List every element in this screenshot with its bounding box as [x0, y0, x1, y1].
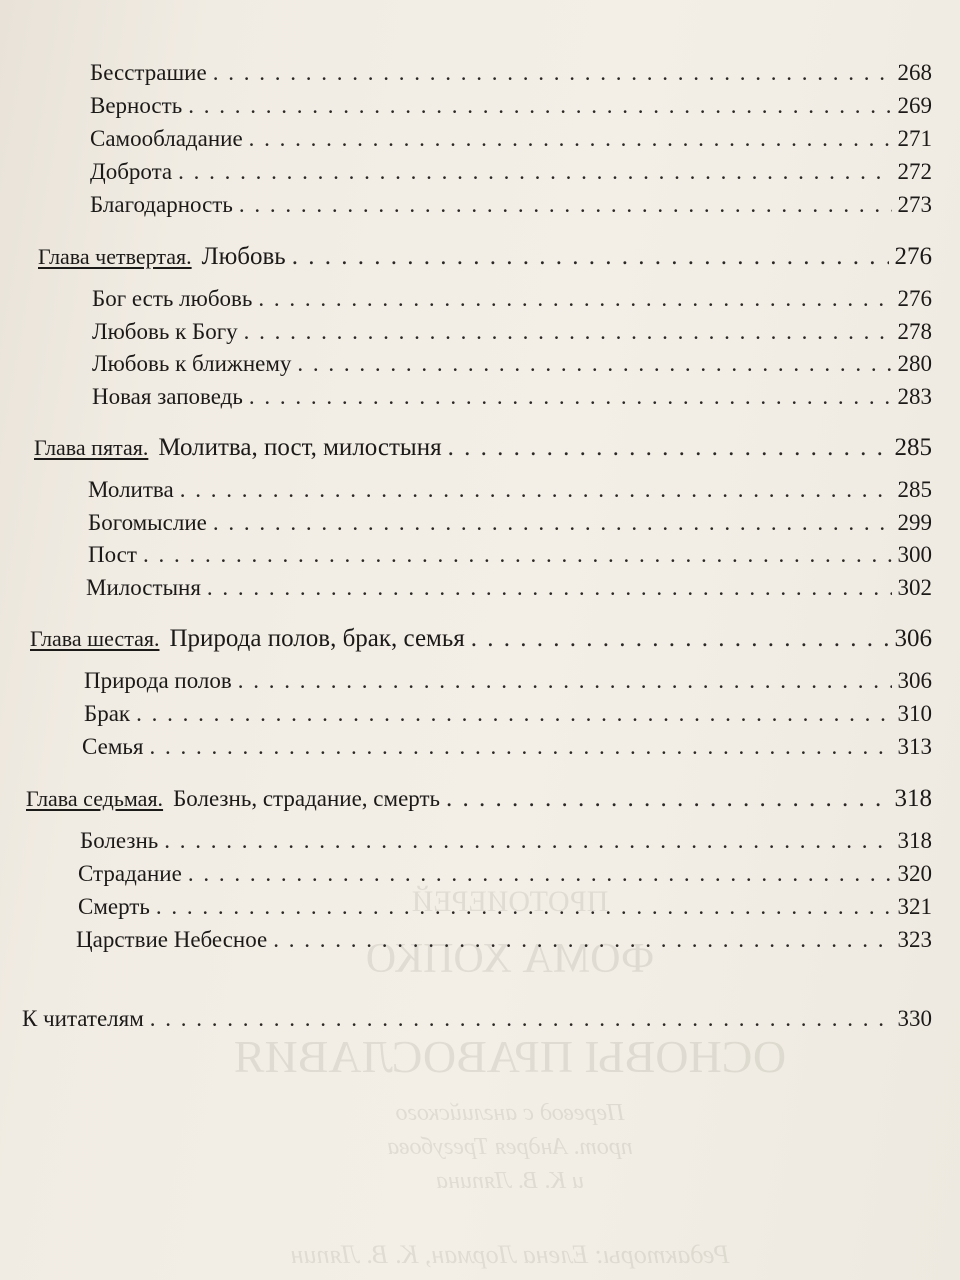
- dot-leader: [239, 192, 892, 218]
- chapter-page: 318: [894, 785, 932, 812]
- entry-page: 310: [897, 701, 932, 726]
- chapter-title: Природа полов, брак, семья: [169, 625, 465, 652]
- bleed-line: ФОМА ХОПКО: [365, 936, 655, 982]
- dot-leader: [150, 1006, 892, 1032]
- dot-leader: [258, 286, 891, 312]
- entry-title: Доброта: [90, 159, 173, 184]
- entry-title: Болезнь: [80, 828, 159, 853]
- toc-entry: [90, 192, 932, 218]
- entry-title: Пост: [88, 542, 137, 567]
- entry-page: 271: [897, 126, 932, 151]
- dot-leader: [213, 510, 892, 536]
- toc-entry: [92, 286, 932, 312]
- entry-title: Бог есть любовь: [92, 286, 253, 311]
- bleed-line: ПРОТОИЕРЕЙ: [411, 885, 609, 918]
- entry-title: Любовь к Богу: [92, 319, 238, 344]
- dot-leader: [446, 785, 888, 813]
- dot-leader: [244, 319, 892, 345]
- toc-entry: [78, 894, 932, 920]
- dot-leader: [249, 126, 892, 152]
- entry-title: К читателям: [22, 1006, 144, 1031]
- dot-leader: [448, 434, 889, 462]
- entry-title: Богомыслие: [88, 510, 207, 535]
- entry-page: 273: [897, 192, 932, 217]
- dot-leader: [149, 734, 891, 760]
- toc-entry: [78, 861, 932, 887]
- dot-leader: [238, 668, 892, 694]
- entry-page: 276: [897, 286, 932, 311]
- chapter-label: Глава шестая.: [30, 626, 160, 651]
- toc-entry: [92, 351, 932, 377]
- entry-title: Царствие Небесное: [76, 927, 268, 952]
- chapter-heading: [30, 625, 932, 653]
- dot-leader: [178, 159, 891, 185]
- bleed-line: Перевод с английского: [395, 1100, 625, 1126]
- entry-page: 321: [897, 894, 932, 919]
- entry-title: Новая заповедь: [92, 384, 243, 409]
- entry-page: 313: [897, 734, 932, 759]
- dot-leader: [213, 60, 892, 86]
- toc-entry: [90, 159, 932, 185]
- dot-leader: [136, 701, 891, 727]
- toc-entry: [84, 701, 932, 727]
- dot-leader: [143, 542, 892, 568]
- entry-page: 272: [897, 159, 932, 184]
- toc-entry: [90, 126, 932, 152]
- chapter-label: Глава пятая.: [34, 435, 149, 460]
- entry-page: 268: [897, 60, 932, 85]
- chapter-heading: [26, 785, 932, 813]
- entry-page: 285: [897, 477, 932, 502]
- chapter-label: Глава четвертая.: [38, 244, 192, 269]
- dot-leader: [156, 894, 892, 920]
- chapter-title: Болезнь, страдание, смерть: [173, 786, 441, 811]
- entry-page: 278: [897, 319, 932, 344]
- chapter-label: Глава седьмая.: [26, 786, 164, 811]
- bleed-line: и К. В. Ляпина: [436, 1168, 584, 1194]
- entry-page: 302: [897, 575, 932, 600]
- entry-page: 318: [897, 828, 932, 853]
- toc-entry: [92, 319, 932, 345]
- entry-title: Бесстрашие: [90, 60, 207, 85]
- dot-leader: [180, 477, 892, 503]
- entry-title: Любовь к ближнему: [92, 351, 292, 376]
- toc-entry: [88, 477, 932, 503]
- dot-leader: [164, 828, 891, 854]
- entry-page: 300: [897, 542, 932, 567]
- chapter-page: 306: [894, 625, 932, 652]
- chapter-title: Любовь: [201, 243, 286, 270]
- toc-entry: [86, 575, 932, 601]
- bleed-line: ОСНОВЫ ПРАВОСЛАВИЯ: [233, 1031, 787, 1082]
- chapter-title: Молитва, пост, милостыня: [158, 434, 442, 461]
- entry-title: Благодарность: [90, 192, 233, 217]
- entry-page: 280: [897, 351, 932, 376]
- entry-page: 330: [897, 1006, 932, 1031]
- entry-page: 283: [897, 384, 932, 409]
- toc-entry: [88, 542, 932, 568]
- toc-entry: [90, 60, 932, 86]
- entry-page: 269: [897, 93, 932, 118]
- entry-title: Верность: [90, 93, 183, 118]
- dot-leader: [297, 351, 891, 377]
- dot-leader: [188, 93, 891, 119]
- dot-leader: [292, 243, 889, 271]
- chapter-heading: [38, 243, 932, 271]
- bleed-line: Редакторы: Елена Лорман, К. В. Ляпин: [290, 1240, 730, 1269]
- entry-title: Страдание: [78, 861, 182, 886]
- entry-title: Природа полов: [84, 668, 232, 693]
- toc-entry: [92, 384, 932, 410]
- entry-title: Смерть: [78, 894, 150, 919]
- entry-page: 299: [897, 510, 932, 535]
- toc-entry: [88, 510, 932, 536]
- chapter-heading: [34, 434, 932, 462]
- toc-entry: [84, 668, 932, 694]
- bleed-line: прот. Андрея Трегубова: [387, 1134, 633, 1160]
- toc-entry: [82, 734, 932, 760]
- toc-entry: [90, 93, 932, 119]
- dot-leader: [188, 861, 892, 887]
- dot-leader: [207, 575, 892, 601]
- entry-page: 323: [897, 927, 932, 952]
- dot-leader: [471, 625, 889, 653]
- entry-title: Брак: [84, 701, 131, 726]
- entry-title: Милостыня: [86, 575, 201, 600]
- entry-page: 320: [897, 861, 932, 886]
- entry-title: Семья: [82, 734, 144, 759]
- toc-entry-afterword: [22, 1006, 932, 1032]
- entry-page: 306: [897, 668, 932, 693]
- dot-leader: [273, 927, 891, 953]
- toc-entry: [80, 828, 932, 854]
- entry-title: Самообладание: [90, 126, 243, 151]
- chapter-page: 276: [894, 243, 932, 270]
- dot-leader: [249, 384, 892, 410]
- entry-title: Молитва: [88, 477, 174, 502]
- toc-entry: [76, 927, 932, 953]
- chapter-page: 285: [894, 434, 932, 461]
